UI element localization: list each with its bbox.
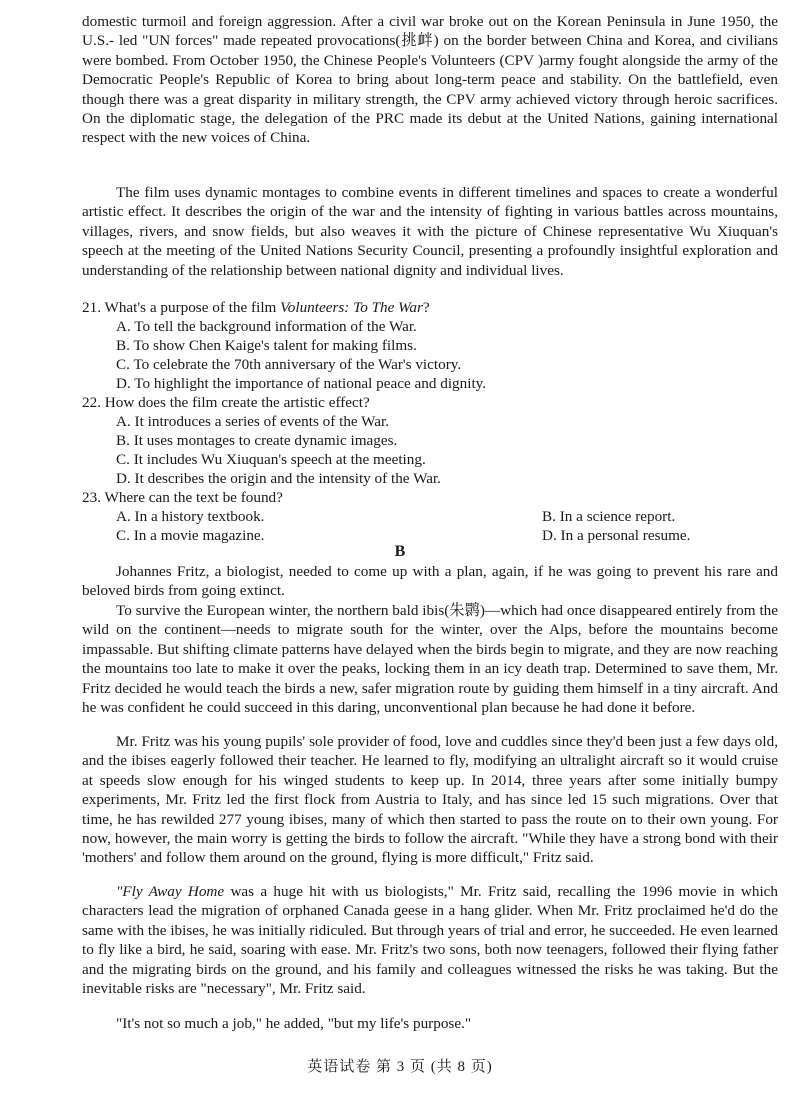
question-22-option-b: B. It uses montages to create dynamic images. [116, 432, 398, 449]
passage-a-paragraph-2: The film uses dynamic montages to combine events in different timelines and spaces to create a wonderful artistic effect. It describes the origin of the war and the intensity of fighting in various battles across mountains, villages, rivers, and snow fields, but also weaves it with the picture of Chinese representative Wu Xiuquan's speech at the meeting of the United Nations Security Council, presenting a profoundly insightful exploration and understanding of the relationship between national dignity and individual lives. [82, 184, 778, 279]
movie-title: "Fly Away Home [116, 883, 225, 900]
section-b-heading: B [394, 543, 406, 560]
question-22-option-a: A. It introduces a series of events of the War. [116, 413, 390, 430]
page-footer: 英语试卷 第 3 页 (共 8 页) [307, 1059, 493, 1075]
question-21-option-a: A. To tell the background information of the War. [116, 318, 417, 335]
film-title: Volunteers: To The War [280, 299, 423, 316]
question-22-option-d: D. It describes the origin and the intensity of the War. [116, 470, 441, 487]
passage-b-paragraph-2: To survive the European winter, the northern bald ibis(朱鹮)—which had once disappeared entirely from the wild on the continent—needs to migrate south for the winter, over the Alps, before the mountains become impassable. But shifting climate patterns have delayed when the birds begin to migrate, and they are now reaching the mountains too late to make it over the peaks, locking them in an icy death trap. Determined to save them, Mr. Fritz decided he would teach the birds a new, safer migration route by guiding them himself in a tiny aircraft. And he was confident he could succeed in this daring, unconventional plan because he had done it before. [82, 602, 778, 717]
question-23-option-a: A. In a history textbook. [116, 508, 265, 525]
question-21-suffix: ? [422, 299, 430, 316]
question-23-option-b: B. In a science report. [542, 508, 676, 525]
question-22-option-c: C. It includes Wu Xiuquan's speech at the meeting. [116, 451, 426, 468]
question-23-stem: 23. Where can the text be found? [82, 489, 283, 506]
passage-a-paragraph-1: domestic turmoil and foreign aggression. After a civil war broke out on the Korean Peninsula in June 1950, the U.S.- led "UN forces" made repeated provocations(挑衅) on the border between China and Korea, and civilians were bombed. From October 1950, the Chinese People's Volunteers (CPV )army fought alongside the army of the Democratic People's Republic of Korea to bring about long-term peace and stability. On the battlefield, even though there was a great disparity in military strength, the CPV army achieved victory through heroic sacrifices. On the diplomatic stage, the delegation of the PRC made its debut at the United Nations, gaining international respect with the new voices of China. [82, 13, 778, 147]
question-22-stem: 22. How does the film create the artistic effect? [82, 394, 370, 411]
passage-b-paragraph-3: Mr. Fritz was his young pupils' sole provider of food, love and cuddles since they'd been just a few days old, and the ibises eagerly followed their teacher. He learned to fly, modifying an ultralight aircraft so it would cruise at speeds slow enough for his winged students to keep up. In 2014, three years after some initially bumpy experiments, Mr. Fritz led the first flock from Austria to Italy, and has since led 15 such migrations. Over that time, he has rewilded 277 young ibises, many of which then started to pass the route on to their own young. For now, however, the main worry is getting the birds to follow the aircraft. "While they have a strong bond with their 'mothers' and follow them around on the ground, flying is more difficult," Fritz said. [82, 733, 778, 867]
passage-b-paragraph-5: "It's not so much a job," he added, "but my life's purpose." [116, 1015, 472, 1032]
question-23-option-d: D. In a personal resume. [542, 527, 691, 544]
question-21-option-c: C. To celebrate the 70th anniversary of the War's victory. [116, 356, 462, 373]
passage-b-paragraph-4-body: was a huge hit with us biologists," Mr. Fritz said, recalling the 1996 movie in which characters lead the migration of orphaned Canada geese in a hang glider. When Mr. Fritz proclaimed he'd do the same with the ibises, he was initially ridiculed. But through years of trial and error, he succeeded. He even learned to fly like a bird, he said, soaring with ease. Mr. Fritz's two sons, both now teenagers, followed their flying father and the migrating birds on the ground, and his family and colleagues witnessed the risks he was taking. But the inevitable risks are "necessary", Mr. Fritz said. [82, 883, 779, 998]
passage-b-paragraph-4 [82, 882, 778, 998]
question-21-stem [82, 298, 778, 317]
question-23-option-c: C. In a movie magazine. [116, 527, 265, 544]
question-21-option-d: D. To highlight the importance of national peace and dignity. [116, 375, 487, 392]
question-21-option-b: B. To show Chen Kaige's talent for making films. [116, 337, 417, 354]
passage-b-paragraph-1: Johannes Fritz, a biologist, needed to come up with a plan, again, if he was going to prevent his rare and beloved birds from going extinct. [82, 563, 778, 600]
question-21-prefix: 21. What's a purpose of the film [82, 299, 281, 316]
